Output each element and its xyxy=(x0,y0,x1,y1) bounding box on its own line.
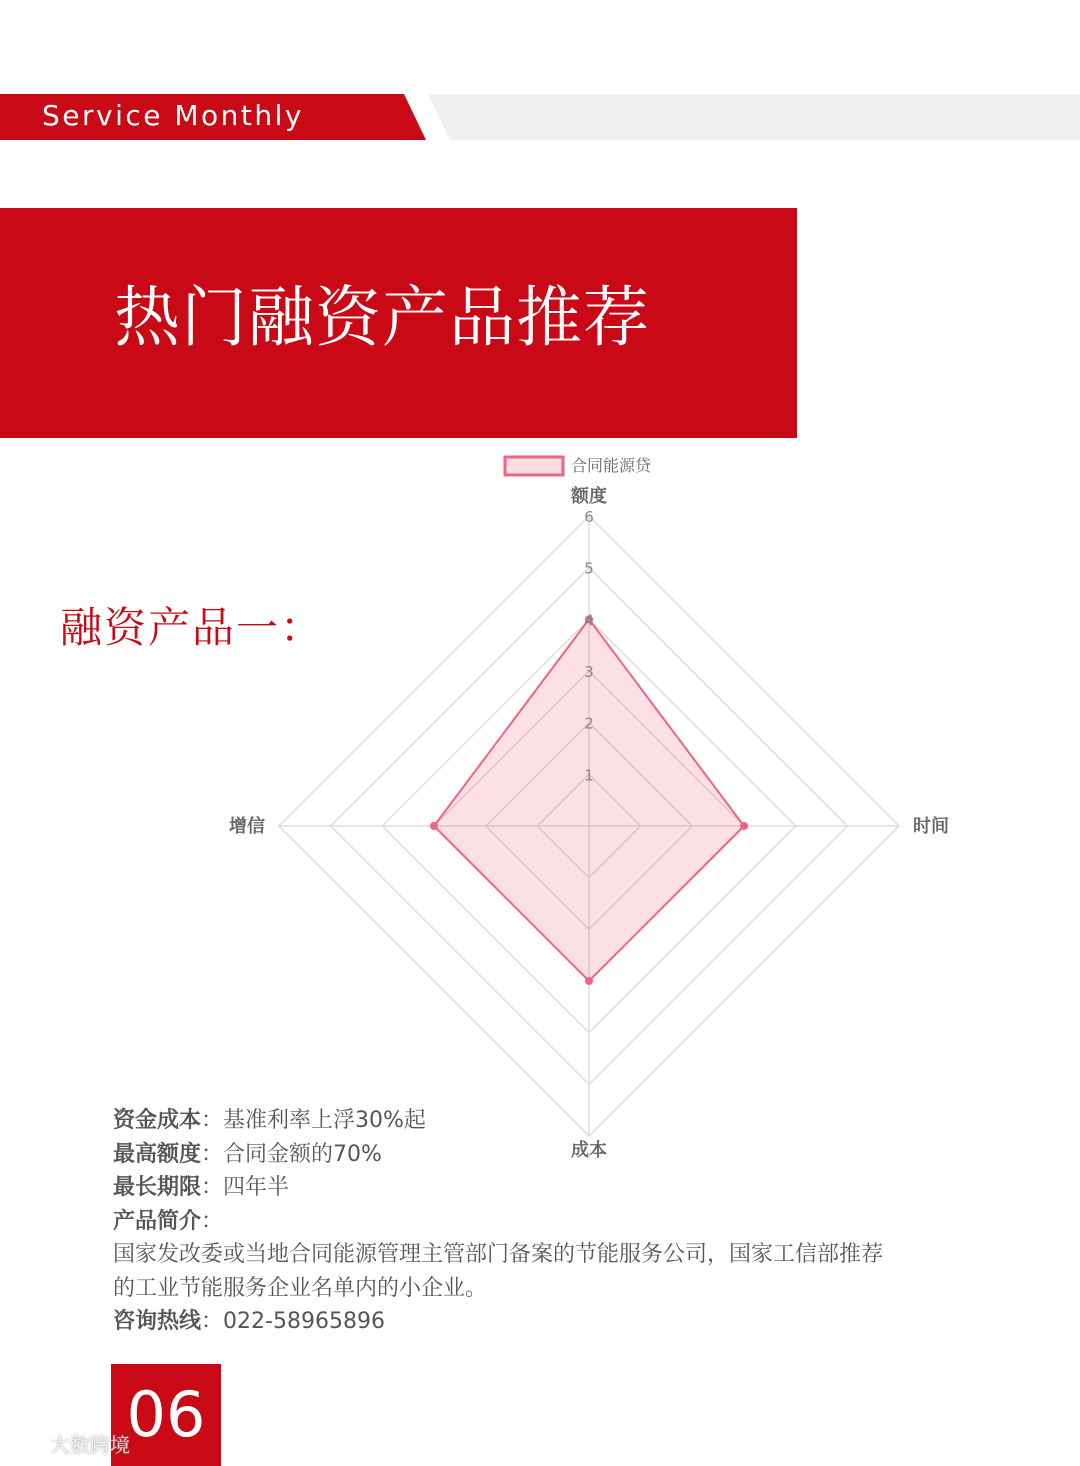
radar-axis-label: 额度 xyxy=(571,486,607,507)
info-sep: ： xyxy=(201,1309,224,1334)
info-intro-line-2: 的工业节能服务企业名单内的小企业。 xyxy=(113,1275,488,1301)
info-sep: ： xyxy=(201,1208,224,1234)
info-value: 合同金额的70% xyxy=(223,1141,382,1167)
radar-tick-label: 5 xyxy=(584,559,594,578)
radar-chart xyxy=(0,440,1080,1180)
info-sep: ： xyxy=(201,1108,224,1133)
radar-legend xyxy=(505,456,652,475)
info-intro-line-1: 国家发改委或当地合同能源管理主管部门备案的节能服务公司，国家工信部推荐 xyxy=(113,1242,884,1267)
page-title: 热门融资产品推荐 xyxy=(114,279,650,356)
product-info xyxy=(113,1104,1013,1339)
info-label: 咨询热线 xyxy=(113,1309,202,1334)
radar-axis-label: 增信 xyxy=(229,816,265,837)
watermark-icon xyxy=(8,1432,48,1458)
legend-label: 合同能源贷 xyxy=(571,456,652,475)
header-title: Service Monthly xyxy=(42,99,304,132)
radar-tick-label: 4 xyxy=(584,611,594,630)
info-label: 最高额度 xyxy=(113,1141,202,1167)
legend-swatch[interactable] xyxy=(505,457,563,475)
info-sep: ： xyxy=(201,1141,224,1167)
info-row-hotline xyxy=(113,1305,1013,1339)
radar-tick-label: 1 xyxy=(584,766,594,785)
info-value: 基准利率上浮30%起 xyxy=(223,1108,426,1133)
info-sep: ： xyxy=(201,1175,224,1200)
info-label: 产品简介 xyxy=(113,1208,202,1234)
header-gray-band xyxy=(428,94,1080,140)
radar-point-1[interactable] xyxy=(740,822,748,830)
info-value: 四年半 xyxy=(223,1175,290,1200)
product-heading: 融资产品一： xyxy=(60,603,325,652)
info-label: 资金成本 xyxy=(113,1108,202,1133)
radar-axis-label: 成本 xyxy=(571,1140,607,1161)
info-label: 最长期限 xyxy=(113,1175,202,1200)
radar-tick-label: 2 xyxy=(584,714,594,733)
radar-tick-label: 3 xyxy=(584,663,594,681)
info-row-limit xyxy=(113,1138,1013,1172)
hotline-number: 022-58965896 xyxy=(223,1309,385,1334)
info-row-intro-label xyxy=(113,1205,1013,1239)
radar-point-3[interactable] xyxy=(430,822,438,830)
radar-axis-label: 时间 xyxy=(913,816,949,837)
radar-point-2[interactable] xyxy=(585,977,593,985)
radar-tick-label: 6 xyxy=(584,508,594,526)
page-number: 06 xyxy=(111,1364,221,1466)
info-row-term xyxy=(113,1171,1013,1205)
info-row-cost xyxy=(113,1104,1013,1138)
watermark-text: 大数跨境 xyxy=(50,1433,130,1457)
